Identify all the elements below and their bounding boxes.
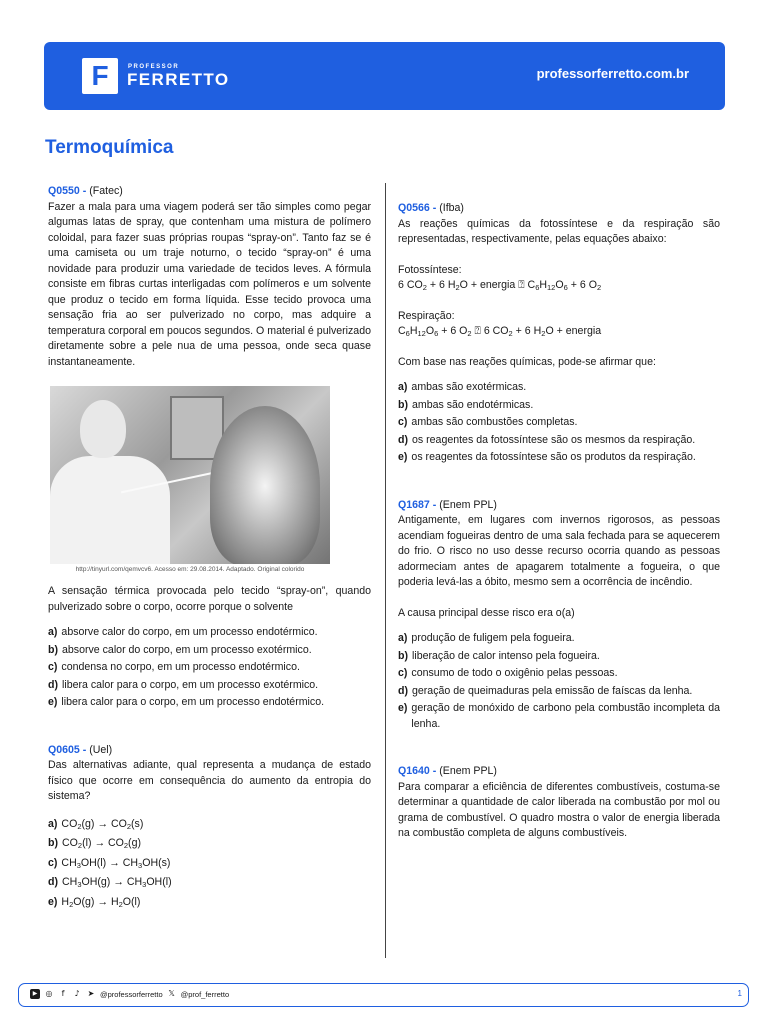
photo-man-head [80,400,126,458]
photo-man-body [50,456,170,566]
right-column [398,201,720,842]
left-column [48,184,371,914]
question-source: (Ifba) [439,202,464,214]
question-text: Para comparar a eficiência de diferentes combustíveis, costuma-se determinar a quantidade de calor liberada na combustão por mol ou grama de combustível. O quadro mostra o valor de energia liberada na combustão completa de alguns combustíveis. [398,780,720,839]
page-number: 1 [737,989,742,998]
social-handle-secondary[interactable]: @prof_ferretto [180,989,230,999]
option-c[interactable]: c) condensa no corpo, em um processo endotérmico. [48,661,300,673]
page-footer [18,983,749,1007]
question-text: Antigamente, em lugares com invernos rigorosos, as pessoas acendiam fogueiras dentro de uma sala fechada para se aquecerem do frio. O risco no uso desse recurso ocorria quando as pessoas adormeciam antes de apagarem totalmente a fogueira, o que poderia levá-las a óbito, mesmo sem a ocorrência de incêndio. [398,514,720,588]
x-twitter-icon[interactable]: 𝕏 [168,989,175,998]
question-source: (Fatec) [89,185,123,197]
facebook-icon[interactable]: f [61,989,65,998]
spray-on-photo [50,386,330,576]
option-c[interactable]: c) $CH_3OH(l) \to CH_3OH(s)$ [48,856,171,870]
option-b[interactable]: b) ambas são endotérmicas. [398,398,534,411]
question-q1687 [398,498,720,733]
respiration-label: Respiração: [398,309,455,322]
question-q1640 [398,764,720,842]
photosynthesis-equation: 6 $CO_2 + 6$ $H_2O$ + energia ⍰ $C_6H_{12}O_6 + 6$ $O_2$ [398,279,602,292]
question-text: Fazer a mala para uma viagem poderá ser tão simples como pegar algumas latas de spray, que contenham uma mistura de polímero coloidal, para fazer suas próprias roupas “spray-on”. Tanto faz se é uma camiseta ou um traje noturno, o tecido “spray-on” é uma novidade para produzir uma variedade de tecidos leves. A fórmula consiste em fibras curtas interligadas com polímeros e um solvente que produz o tecido em forma líquida. Esse tecido provoca uma sensação fria ao ser pulverizado no corpo, mas adquire a temperatura corporal em poucos segundos. O material é pulverizado diretamente sobre a pele nua de uma pessoa, onde seca quase instantaneamente. [48,200,371,368]
logo-brand-text: FERRETTO [127,70,230,89]
question-id: Q0605 - [48,743,87,756]
photo-caption: http://tinyurl.com/qemvcv6. Acesso em: 29.08.2014. Adaptado. Original colorido [50,564,330,576]
logo-small-text: PROFESSOR [128,64,180,70]
option-d[interactable]: d) os reagentes da fotossíntese são os mesmos da respiração. [398,433,696,446]
photosynthesis-label: Fotossíntese: [398,263,462,276]
column-divider [385,183,386,958]
option-e[interactable]: e) os reagentes da fotossíntese são os produtos da respiração. [398,451,696,463]
option-a[interactable]: a) $CO_2(g) \to CO_2(s)$ [48,817,144,831]
question-prompt: Com base nas reações químicas, pode-se afirmar que: [398,355,656,368]
question-text: Das alternativas adiante, qual representa a mudança de estado físico que ocorre em consequência do aumento da entropia do sistema? [48,759,371,802]
option-a[interactable]: a) ambas são exotérmicas. [398,381,527,393]
option-b[interactable]: b) $CO_2(l) \to CO_2(g)$ [48,837,141,850]
option-e[interactable]: e) libera calor para o corpo, em um processo endotérmico. [48,696,325,708]
question-prompt: A sensação térmica provocada pelo tecido “spray-on”, quando pulverizado sobre o corpo, ocorre porque o solvente [48,585,371,613]
tiktok-icon[interactable]: ♪ [74,989,80,998]
question-q0566 [398,201,720,466]
site-link[interactable]: professorferretto.com.br [536,66,689,81]
question-q0605 [48,743,371,911]
page-title: Termoquímica [45,137,174,158]
option-e[interactable]: e) geração de monóxido de carbono pela combustão incompleta da lenha. [398,702,720,730]
question-id: Q0566 - [398,202,437,214]
question-source: (Enem PPL) [439,498,497,511]
telegram-icon[interactable]: ➤ [87,989,95,998]
question-prompt: A causa principal desse risco era o(a) [398,606,575,619]
question-text: As reações químicas da fotossíntese e da respiração são representadas, respectivamente, pelas equações abaixo: [398,217,720,245]
social-icons [30,989,229,999]
question-q0550 [48,184,371,711]
site-header [44,42,725,110]
question-source: (Uel) [89,743,113,756]
logo-letter: F [91,60,109,91]
question-id: Q1687 - [398,498,437,511]
question-source: (Enem PPL) [439,765,497,777]
option-c[interactable]: c) consumo de todo o oxigênio pelas pessoas. [398,667,618,679]
question-id: Q0550 - [48,185,87,197]
youtube-icon[interactable]: ▶ [30,989,40,999]
logo-icon[interactable] [82,58,118,94]
option-e[interactable]: e) $H_2O(g) \to H_2O(l)$ [48,895,141,909]
option-d[interactable]: d) geração de queimaduras pela emissão de faíscas da lenha. [398,684,693,697]
option-d[interactable]: d) $CH_3OH(g) \to CH_3OH(l)$ [48,876,172,889]
respiration-equation: $C_6H_{12}O_6 + 6$ $O_2$ ⍰ 6 $CO_2 + 6$ $H_2O$ + energia [398,325,602,338]
option-a[interactable]: a) produção de fuligem pela fogueira. [398,632,575,644]
option-b[interactable]: b) absorve calor do corpo, em um processo exotérmico. [48,643,312,656]
photo-mannequin [210,406,320,566]
social-handle-primary[interactable]: @professorferretto [100,989,163,999]
option-a[interactable]: a) absorve calor do corpo, em um processo endotérmico. [48,626,318,638]
option-c[interactable]: c) ambas são combustões completas. [398,416,578,428]
instagram-icon[interactable]: ◎ [45,989,53,998]
option-b[interactable]: b) liberação de calor intenso pela fogueira. [398,649,600,662]
option-d[interactable]: d) libera calor para o corpo, em um processo exotérmico. [48,678,319,691]
question-id: Q1640 - [398,765,437,777]
